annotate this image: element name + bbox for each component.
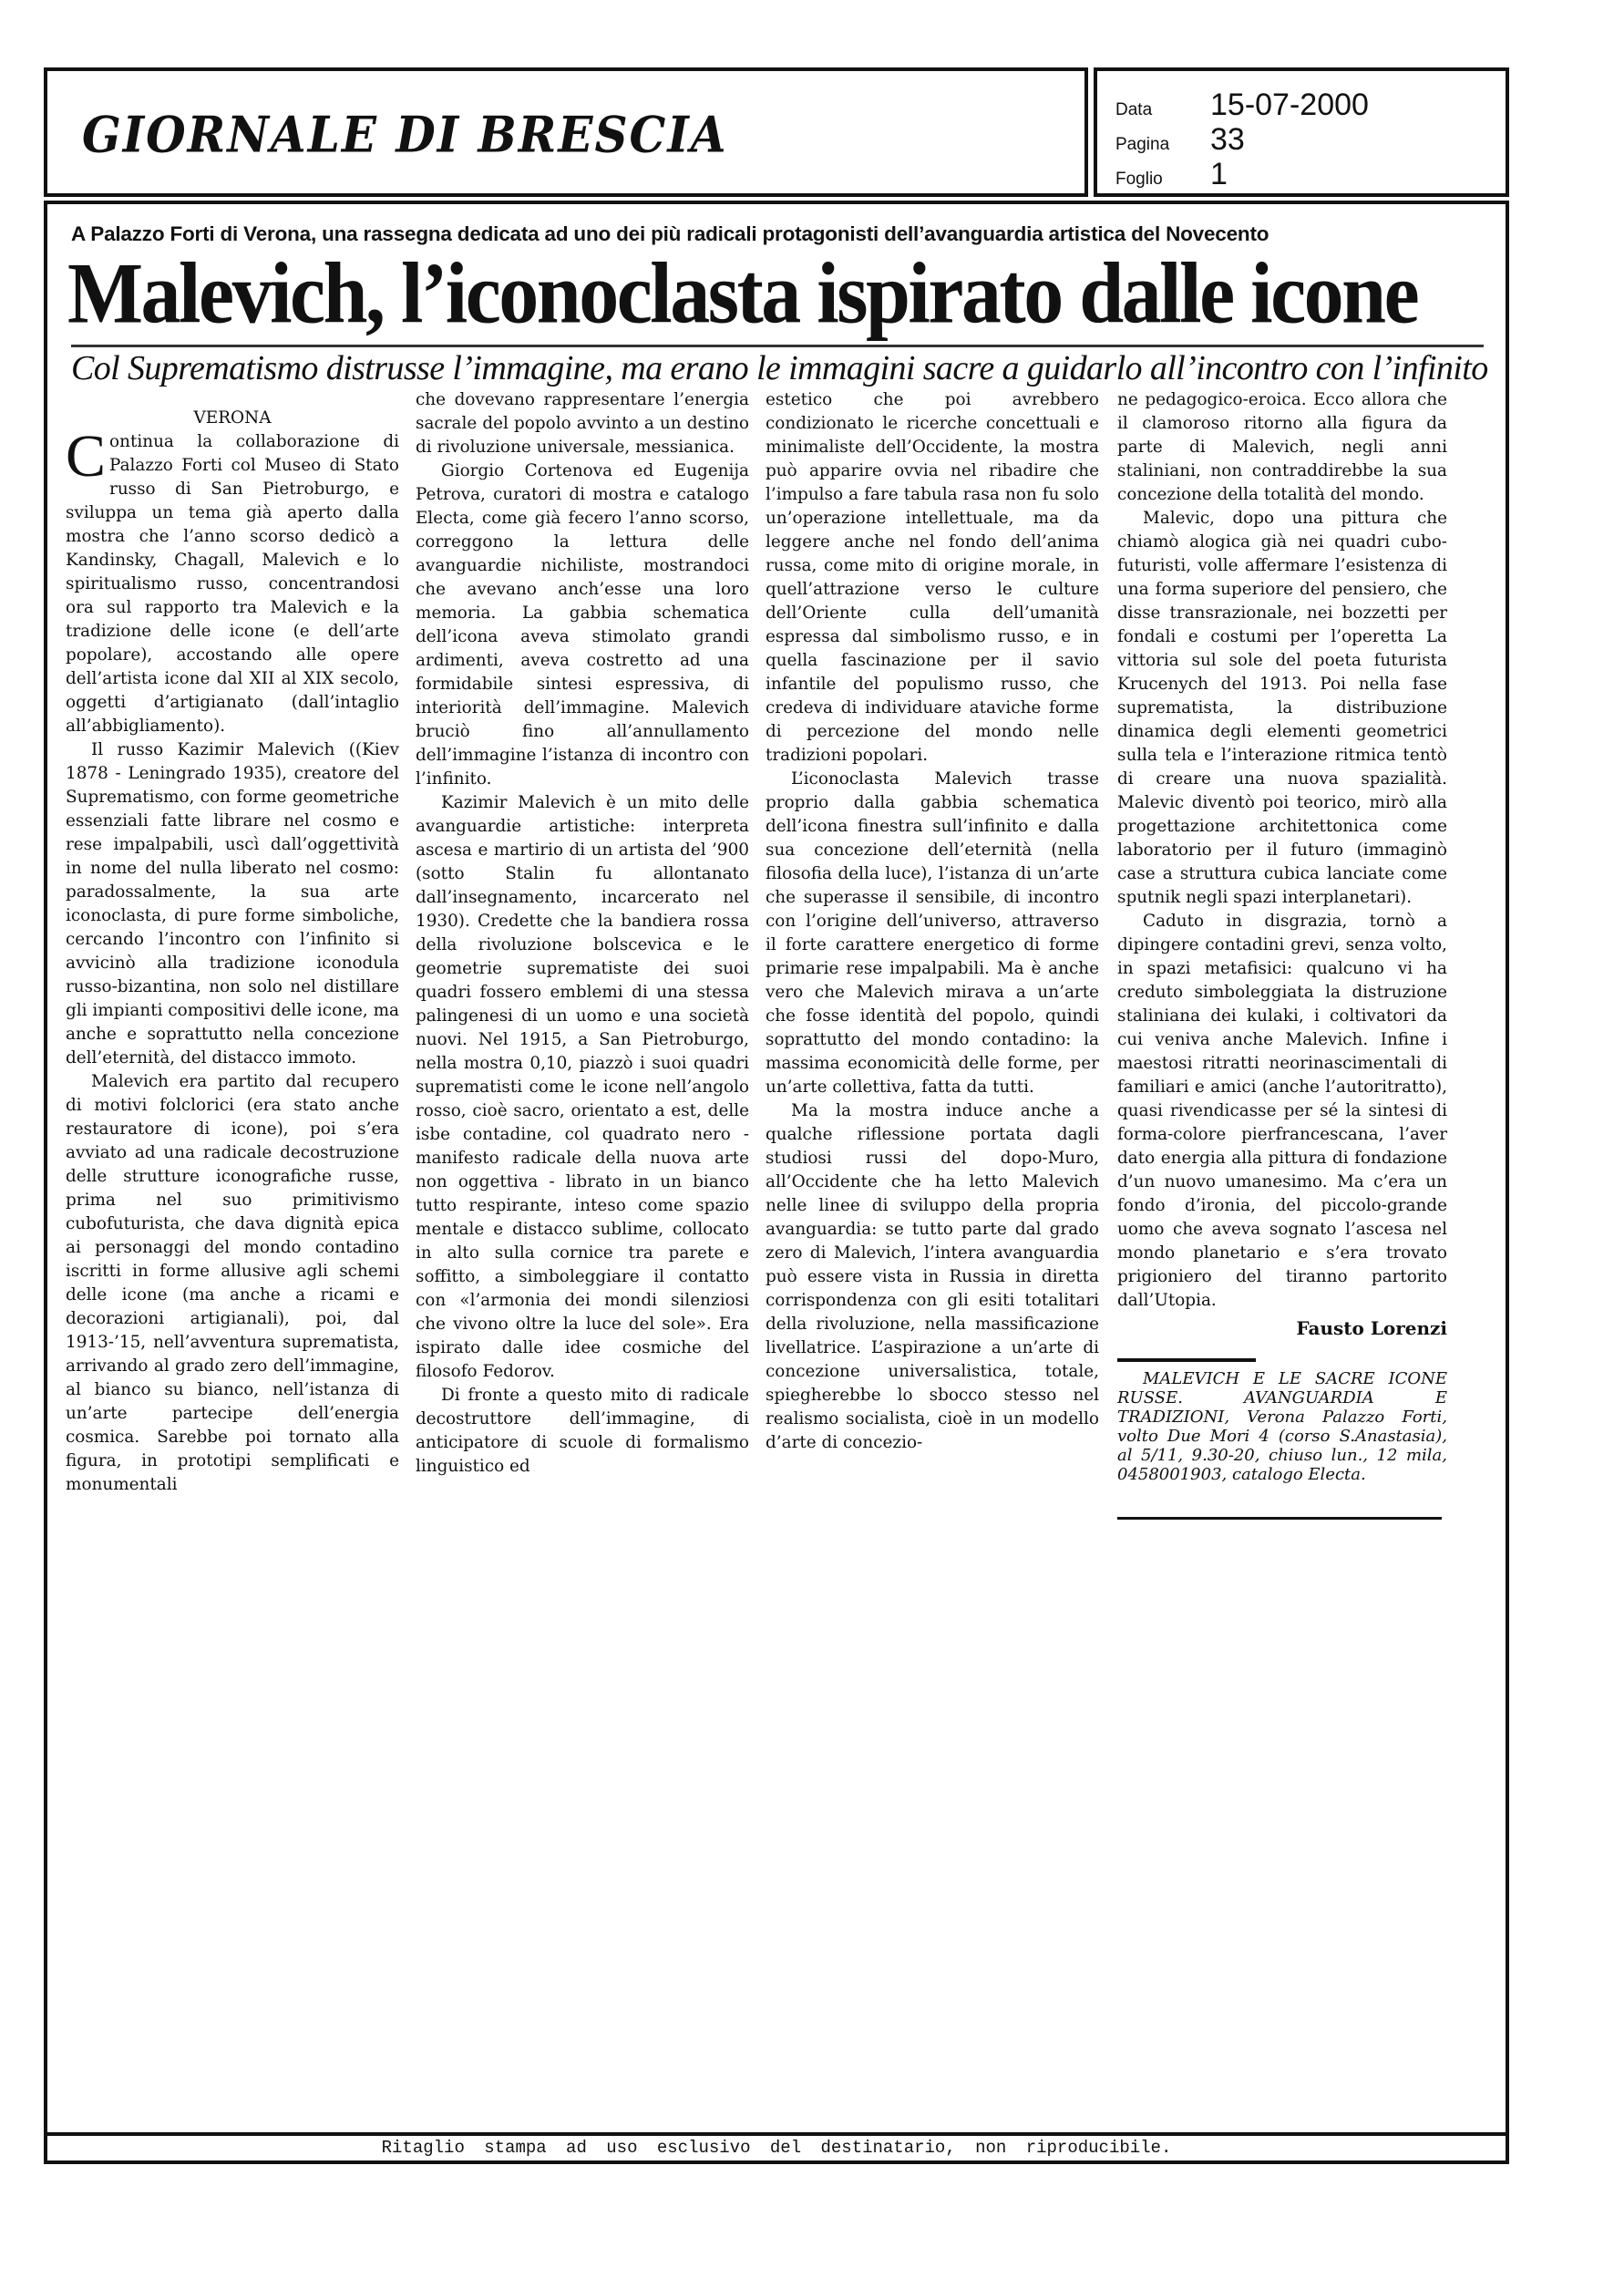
- article-headline: Malevich, l’iconoclasta ispirato dalle icone: [67, 246, 1418, 342]
- byline-rule: [1117, 1358, 1256, 1362]
- column-4: [1117, 388, 1447, 1520]
- paragraph: Malevich era partito dal recupero di motivi folclorici (era stato anche restauratore di icone), poi s’era avviato ad una radicale decostruzione delle strutture iconografiche russe, prima nel suo primitivismo cubofuturista, che dava dignità epica ai personaggi del mondo contadino iscritti in forme allusive agli schemi delle icone (ma anche a ricami e decorazioni artigianali), poi, dal 1913-’15, nell’avventura suprematista, arrivando al grado zero dell’immagine, al bianco su bianco, nell’istanza di un’arte partecipe dell’energia cosmica. Sarebbe poi tornato alla figura, in prototipi semplificati e monumentali: [66, 1072, 399, 1494]
- article-deck: Col Suprematismo distrusse l’immagine, ma erano le immagini sacre a guidarlo all’incontro con l’infinito: [71, 349, 1488, 387]
- meta-label: Data: [1115, 100, 1153, 119]
- column-2: [416, 388, 749, 1479]
- meta-value: 15-07-2000: [1210, 88, 1369, 122]
- masthead-box: [44, 67, 1088, 197]
- meta-date: [1115, 88, 1369, 123]
- paragraph: Caduto in disgrazia, tornò a dipingere contadini grevi, senza volto, in spazi metafisici: qualcuno vi ha creduto simboleggiata la distruzione staliniana dei kulaki, i coltivatori da cui veniva anche Malevich. Infine i maestosi ritratti neorinascimentali di familiari e amici (anche l’autoritratto), quasi rivendicasse per sé la sintesi di forma-colore pierfrancescana, l’aver dato energia alla pittura di fondazione d’un nuovo umanesimo. Ma c’era un fondo d’ironia, del piccolo-grande uomo che aveva sognato l’ascesa nel mondo planetario e s’era trovato prigioniero del tiranno partorito dall’Utopia.: [1117, 912, 1447, 1310]
- article: [44, 201, 1509, 2135]
- meta-page: [1115, 122, 1245, 158]
- paragraph: Ma la mostra induce anche a qualche riflessione portata dagli studiosi russi del dopo-Muro, all’Occidente che ha letto Malevich nelle linee di sviluppo della propria avanguardia: se tutto parte dal grado zero di Malevich, l’intera avanguardia può essere vista in Russia in diretta corrispondenza con gli esiti totalitari della rivoluzione, nella massificazione livellatrice. L’aspirazione a un’arte di concezione universalistica, totale, spiegherebbe lo sbocco stesso nel realismo socialista, cioè in un modello d’arte di concezio-: [766, 1101, 1099, 1452]
- paragraph: Di fronte a questo mito di radicale decostruttore dell’immagine, di anticipatore di scuole di formalismo linguistico ed: [416, 1386, 749, 1476]
- paragraph: che dovevano rappresentare l’energia sacrale del popolo avvinto a un destino di rivoluzione universale, messianica.: [416, 390, 749, 457]
- meta-label: Foglio: [1115, 170, 1163, 189]
- paragraph: ne pedagogico-eroica. Ecco allora che il clamoroso ritorno alla figura da parte di Malevich, negli anni staliniani, non contraddirebbe la sua concezione della totalità del mondo.: [1117, 390, 1447, 504]
- column-1: [66, 407, 399, 1497]
- dateline: VERONA: [193, 408, 272, 428]
- newspaper-masthead: GIORNALE DI BRESCIA: [82, 105, 728, 164]
- paragraph: Malevic, dopo una pittura che chiamò alogica già nei quadri cubo-futuristi, volle affermare l’esistenza di una forma superiore del pensiero, che disse transrazionale, nei bozzetti per fondali e costumi per l’operetta La vittoria sul sole del poeta futurista Krucenych del 1913. Poi nella fase suprematista, la distribuzione dinamica degli elementi geometrici sulla tela e l’interazione ritmica tentò di creare una nuova spazialità. Malevic diventò poi teorico, mirò alla progettazione architettonica come laboratorio per il futuro (immaginò case a struttura cubica lanciate come sputnik negli spazi interplanetari).: [1117, 509, 1447, 907]
- paragraph: Giorgio Cortenova ed Eugenija Petrova, curatori di mostra e catalogo Electa, come già fecero l’anno scorso, correggono la lettura delle avanguardie nichiliste, mostrandoci che avevano anch’esse una loro memoria. La gabbia schematica dell’icona aveva stimolato grandi ardimenti, aveva costretto ad una formidabile sintesi espressiva, di interiorità dell’immagine. Malevich bruciò fino all’annullamento dell’immagine l’istanza di incontro con l’infinito.: [416, 461, 749, 789]
- meta-value: 1: [1210, 157, 1228, 191]
- exhibition-info: MALEVICH E LE SACRE ICONE RUSSE. AVANGUARDIA E TRADIZIONI, Verona Palazzo Forti, volto Due Mori 4 (corso S.Anastasia), al 5/11, 9.30-20, chiuso lun., 12 mila, 0458001903, catalogo Electa.: [1117, 1369, 1447, 1484]
- author-byline: Fausto Lorenzi: [1296, 1317, 1447, 1339]
- drop-cap: C: [66, 423, 107, 490]
- paragraph: Continua la collaborazione di Palazzo Forti col Museo di Stato russo di San Pietroburgo, e sviluppa un tema già aperto dalla mostra che l’anno scorso dedicò a Kandinsky, Chagall, Malevich e lo spiritualismo russo, concentrandosi ora sul rapporto tra Malevich e la tradizione delle icone (e dell’arte popolare), accostando alle opere dell’artista icone dal XII al XIX secolo, oggetti d’artigianato (dall’intaglio all’abbigliamento).: [66, 423, 399, 736]
- headline-rule: [71, 345, 1484, 347]
- paragraph: Kazimir Malevich è un mito delle avanguardie artistiche: interpreta ascesa e martirio di un artista del ’900 (sotto Stalin fu allontanato dall’insegnamento, incarcerato nel 1930). Credette che la bandiera rossa della rivoluzione bolscevica e le geometrie suprematiste dei suoi quadri fossero emblemi di una stessa palingenesi di un uomo e una società nuovi. Nel 1915, a San Pietroburgo, nella mostra 0,10, piazzò i suoi quadri suprematisti come le icone nell’angolo rosso, cioè sacro, orientato a est, delle isbe contadine, col quadrato nero - manifesto radicale della nuova arte non oggettiva - librato in un bianco tutto respirante, inteso come spazio mentale e distacco sublime, collocato in alto sulla cornice tra parete e soffitto, a simboleggiare il contatto con «l’armonia dei mondi silenziosi che vivono oltre la luce del sole». Era ispirato dalle idee cosmiche del filosofo Fedorov.: [416, 793, 749, 1381]
- meta-sheet: [1115, 157, 1228, 192]
- metadata-box: [1094, 67, 1509, 197]
- paragraph: estetico che poi avrebbero condizionato le ricerche concettuali e minimaliste dell’Occidente, la mostra può apparire ovvia nel ribadire che l’impulso a fare tabula rasa non fu solo un’operazione intellettuale, ma da leggere anche nel fondo dell’anima russa, come mito di origine morale, in quell’attrazione verso le culture dell’Oriente culla dell’umanità espressa dal simbolismo russo, e in quella fascinazione per il savio infantile del populismo russo, che credeva di individuare ataviche forme di percezione del mondo nelle tradizioni popolari.: [766, 390, 1099, 765]
- article-kicker: A Palazzo Forti di Verona, una rassegna dedicata ad uno dei più radicali protagonisti dell’avanguardia artistica del Novecento: [71, 222, 1269, 245]
- paragraph: L’iconoclasta Malevich trasse proprio dalla gabbia schematica dell’icona finestra sull’infinito e dalla sua concezione dell’eternità (nella filosofia della luce), l’istanza di un’arte che superasse il sensibile, di incontro con l’origine dell’universo, attraverso il forte carattere energetico di forme primarie rese impalpabili. Ma è anche vero che Malevich mirava a un’arte che fosse identità del popolo, quindi soprattutto del mondo contadino: la massima economicità delle forme, per un’arte collettiva, fatta da tutti.: [766, 769, 1099, 1097]
- paragraph: Il russo Kazimir Malevich ((Kiev 1878 - Leningrado 1935), creatore del Suprematismo, con forme geometriche essenziali fatte librare nel cosmo e rese impalpabili, uscì dall’oggettività in nome del nulla liberato nel cosmo: paradossalmente, la sua arte iconoclasta, di pure forme simboliche, cercando l’incontro con l’infinito si avvicinò alla tradizione iconodula russo-bizantina, non solo nel distillare gli impianti compositivi delle icone, ma anche e soprattutto nella concezione dell’eternità, del distacco immoto.: [66, 740, 399, 1067]
- copyright-notice: Ritaglio stampa ad uso esclusivo del destinatario, non riproducibile.: [381, 2138, 1172, 2158]
- column-3: [766, 388, 1099, 1455]
- info-rule: [1117, 1517, 1442, 1520]
- meta-value: 33: [1210, 122, 1245, 157]
- footer-box: [44, 2133, 1509, 2164]
- meta-label: Pagina: [1115, 135, 1170, 154]
